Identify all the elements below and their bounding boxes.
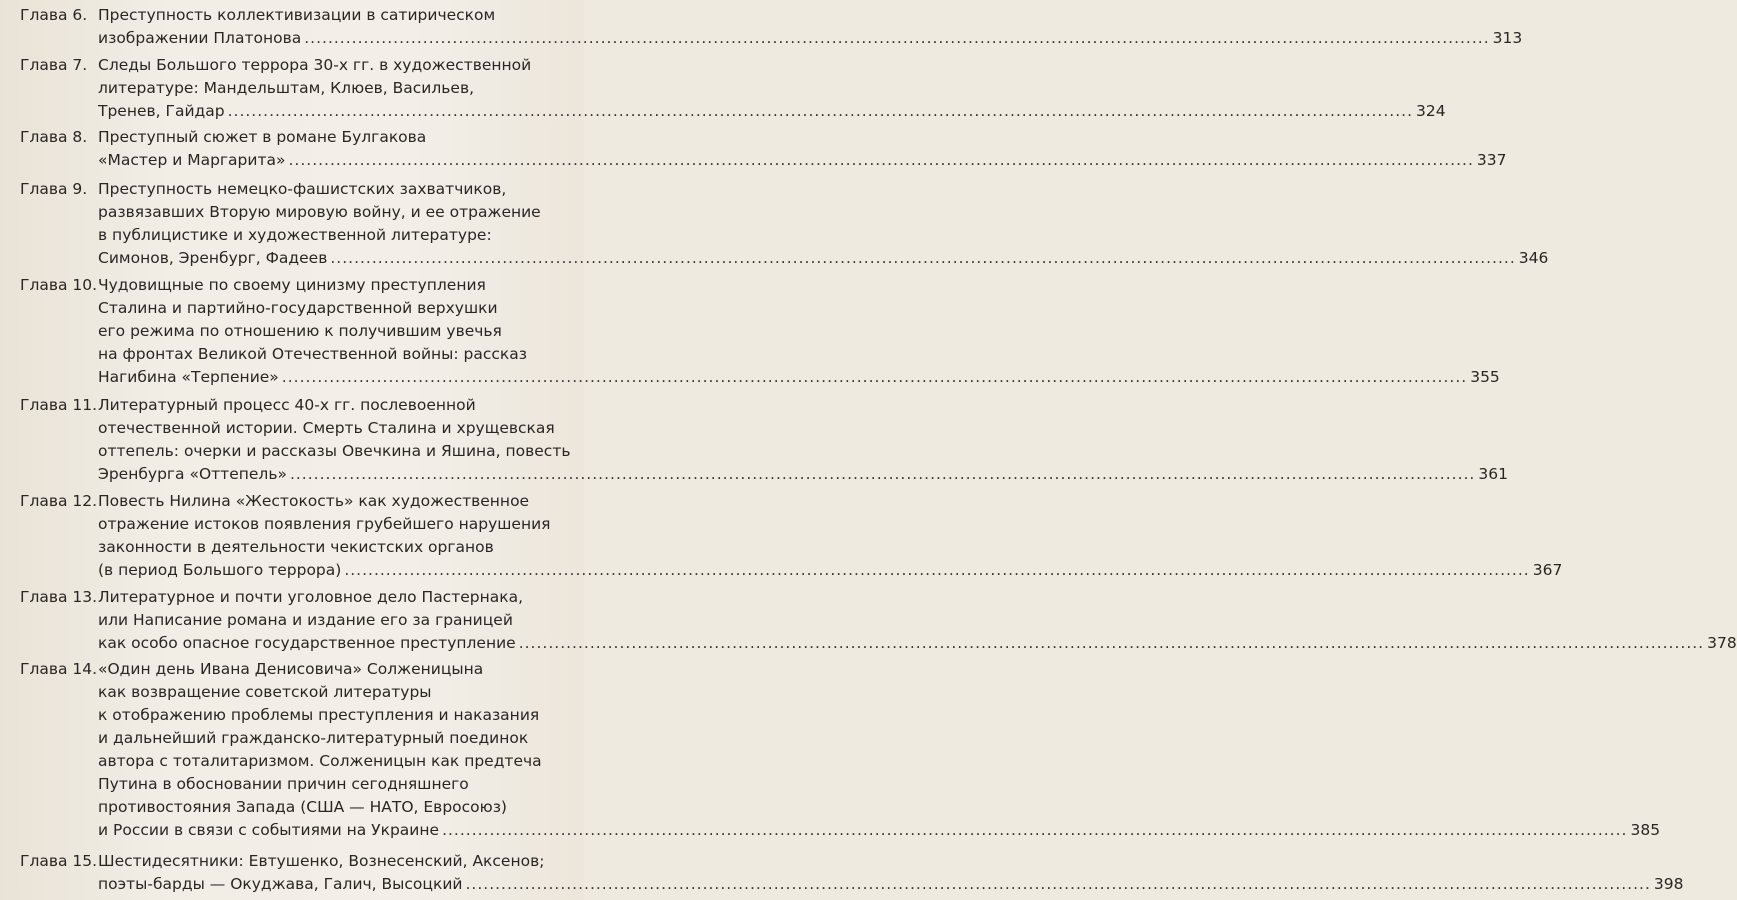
chapter-title-line: автора с тоталитаризмом. Солженицын как предтеча [98, 752, 542, 770]
chapter-title [98, 394, 1508, 486]
chapter-title-line: на фронтах Великой Отечественной войны: рассказ [98, 345, 528, 363]
toc-entry[interactable] [20, 658, 1661, 842]
dot-leader [282, 366, 1467, 389]
chapter-title-line: Следы Большого террора 30-х гг. в художественной [98, 56, 532, 74]
chapter-title-line: его режима по отношению к получившим увечья [98, 322, 502, 340]
chapter-title-last-line [98, 819, 1660, 842]
dot-leader [288, 149, 1473, 172]
dot-leader [344, 559, 1529, 582]
chapter-title-line: как возвращение советской литературы [98, 683, 432, 701]
chapter-title-line: отражение истоков появления грубейшего нарушения [98, 515, 551, 533]
chapter-title-last-line [98, 27, 1522, 50]
chapter-title-line: Нагибина «Терпение» [98, 368, 279, 386]
dot-leader [228, 100, 1413, 123]
dot-leader [442, 819, 1627, 842]
page-number: 337 [1476, 151, 1507, 169]
chapter-title-last-line [98, 149, 1506, 172]
chapter-title-line: и России в связи с событиями на Украине [98, 821, 440, 839]
chapter-label: Глава 15. [20, 852, 98, 870]
toc-entry[interactable] [20, 274, 1500, 389]
chapter-title-line: Чудовищные по своему цинизму преступления [98, 276, 486, 294]
chapter-title-line: Симонов, Эренбург, Фадеев [98, 249, 328, 267]
chapter-title-last-line [98, 873, 1683, 896]
page-number: 361 [1478, 465, 1508, 483]
chapter-title [98, 586, 1737, 655]
chapter-title-line: Литературный процесс 40-х гг. послевоенной [98, 396, 476, 414]
chapter-title-line: Повесть Нилина «Жестокость» как художественное [98, 492, 530, 510]
page-number: 385 [1630, 821, 1661, 839]
chapter-title-line: Путина в обосновании причин сегодняшнего [98, 775, 469, 793]
chapter-title-line: литературе: Мандельштам, Клюев, Васильев, [98, 79, 475, 97]
chapter-title [98, 274, 1500, 389]
toc-entry[interactable] [20, 394, 1508, 486]
chapter-label: Глава 7. [20, 56, 88, 74]
chapter-title-line: противостояния Запада (США — НАТО, Евросоюз) [98, 798, 507, 816]
chapter-title-line: развязавших Вторую мировую войну, и ее отражение [98, 203, 541, 221]
chapter-title-line: «Один день Ивана Денисовича» Солженицына [98, 660, 484, 678]
chapter-title-line: поэты-барды — Окуджава, Галич, Высоцкий [98, 875, 463, 893]
chapter-title-last-line [98, 559, 1562, 582]
toc-entry[interactable] [20, 54, 1446, 123]
toc-entry[interactable] [20, 178, 1549, 270]
chapter-title-line: в публицистике и художественной литературе: [98, 226, 492, 244]
toc-entry[interactable] [20, 126, 1507, 172]
chapter-title [98, 658, 1660, 842]
chapter-title-line: отечественной истории. Смерть Сталина и хрущевская [98, 419, 555, 437]
chapter-label: Глава 8. [20, 128, 88, 146]
chapter-title-line: и дальнейший гражданско-литературный поединок [98, 729, 529, 747]
chapter-title-line: Литературное и почти уголовное дело Пастернака, [98, 588, 524, 606]
chapter-title-line: оттепель: очерки и рассказы Овечкина и Яшина, повесть [98, 442, 571, 460]
dot-leader [290, 463, 1475, 486]
chapter-title-line: Преступный сюжет в романе Булгакова [98, 128, 427, 146]
page-number: 313 [1492, 29, 1523, 47]
chapter-label: Глава 11. [20, 396, 98, 414]
chapter-label: Глава 9. [20, 180, 88, 198]
page-number: 324 [1416, 102, 1446, 120]
chapter-title [98, 126, 1506, 172]
toc-entry[interactable] [20, 850, 1684, 896]
page-number: 355 [1470, 368, 1500, 386]
chapter-title-line: Сталина и партийно-государственной верхушки [98, 299, 498, 317]
dot-leader [330, 247, 1515, 270]
page-number: 367 [1532, 561, 1563, 579]
chapter-title-last-line [98, 100, 1446, 123]
chapter-title-last-line [98, 632, 1737, 655]
page-number: 398 [1653, 875, 1684, 893]
chapter-title-line: к отображению проблемы преступления и наказания [98, 706, 540, 724]
chapter-label: Глава 14. [20, 660, 98, 678]
toc-entry[interactable] [20, 4, 1523, 50]
chapter-title-line: Шестидесятники: Евтушенко, Вознесенский, Аксенов; [98, 852, 545, 870]
chapter-title-line: Тренев, Гайдар [98, 102, 225, 120]
chapter-title-line: как особо опасное государственное преступление [98, 634, 516, 652]
chapter-label: Глава 10. [20, 276, 98, 294]
chapter-title-last-line [98, 366, 1500, 389]
chapter-title-line: изображении Платонова [98, 29, 302, 47]
dot-leader [465, 873, 1650, 896]
chapter-title [98, 490, 1562, 582]
chapter-title [98, 4, 1522, 50]
chapter-label: Глава 6. [20, 6, 88, 24]
page-number: 346 [1518, 249, 1549, 267]
chapter-title-last-line [98, 247, 1548, 270]
chapter-title-last-line [98, 463, 1508, 486]
page-number: 378 [1707, 634, 1737, 652]
chapter-title-line: Эренбурга «Оттепель» [98, 465, 287, 483]
chapter-label: Глава 13. [20, 588, 98, 606]
chapter-title-line: Преступность коллективизации в сатирическом [98, 6, 496, 24]
chapter-title-line: (в период Большого террора) [98, 561, 342, 579]
dot-leader [519, 632, 1704, 655]
chapter-title [98, 850, 1683, 896]
toc-entry[interactable] [20, 586, 1737, 655]
chapter-title [98, 54, 1446, 123]
toc-entry[interactable] [20, 490, 1563, 582]
chapter-title-line: «Мастер и Маргарита» [98, 151, 286, 169]
chapter-title-line: или Написание романа и издание его за границей [98, 611, 513, 629]
chapter-title [98, 178, 1548, 270]
chapter-title-line: законности в деятельности чекистских органов [98, 538, 494, 556]
dot-leader [304, 27, 1489, 50]
chapter-title-line: Преступность немецко-фашистских захватчиков, [98, 180, 507, 198]
chapter-label: Глава 12. [20, 492, 98, 510]
